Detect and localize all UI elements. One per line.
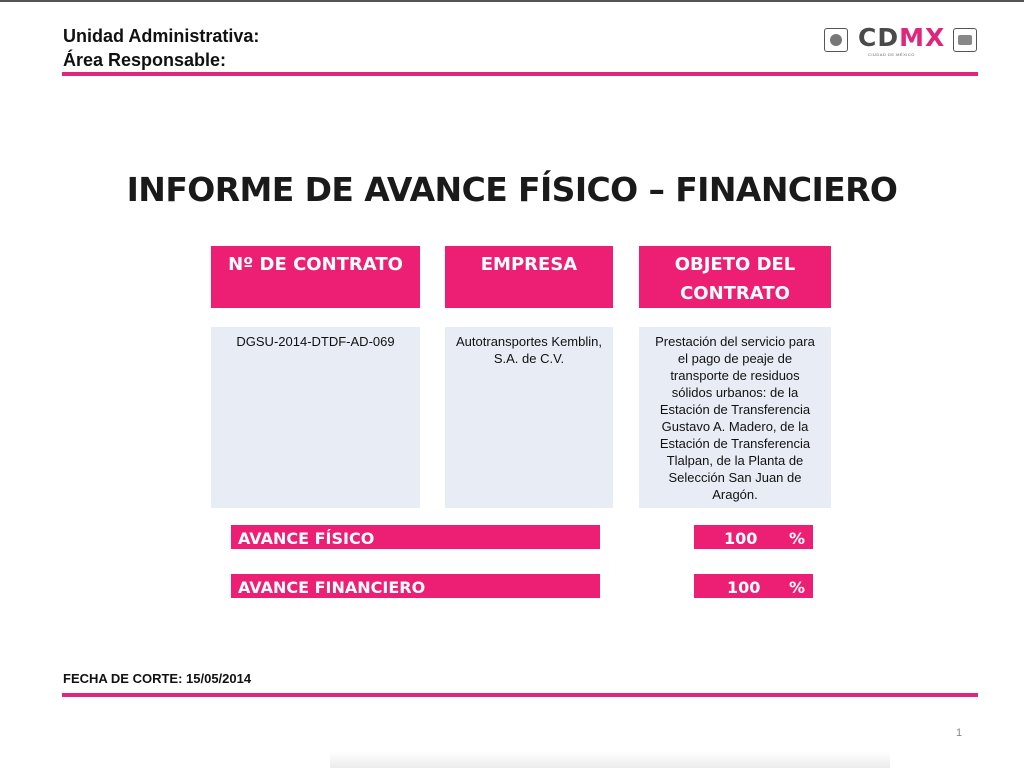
cell-contrato: DGSU-2014-DTDF-AD-069 (211, 327, 420, 508)
page-number: 1 (956, 727, 963, 739)
cell-empresa: Autotransportes Kemblin, S.A. de C.V. (445, 327, 613, 508)
top-border (0, 0, 1024, 2)
avance-financiero-number: 100 (727, 578, 761, 597)
footer-divider (62, 693, 978, 697)
avance-fisico-value (694, 525, 813, 549)
avance-financiero-label: AVANCE FINANCIERO (231, 574, 600, 598)
area-responsable-label: Área Responsable: (63, 50, 227, 70)
avance-fisico-number: 100 (724, 529, 758, 548)
avance-fisico-label: AVANCE FÍSICO (231, 525, 600, 549)
city-seal-icon (824, 28, 848, 52)
brand-suffix: MX (899, 23, 946, 52)
page-title: INFORME DE AVANCE FÍSICO – FINANCIERO (126, 170, 898, 209)
cdmx-logo (824, 23, 979, 57)
column-header-empresa: EMPRESA (445, 246, 613, 308)
government-seal-icon (953, 28, 977, 52)
brand-subtitle: CIUDAD DE MÉXICO (868, 52, 915, 57)
header-divider (62, 72, 978, 76)
column-header-objeto: OBJETO DEL CONTRATO (639, 246, 831, 308)
brand-prefix: CD (858, 23, 900, 52)
bottom-shadow (330, 752, 890, 768)
avance-financiero-value (694, 574, 813, 598)
brand-wordmark (858, 23, 945, 52)
avance-fisico-unit: % (789, 529, 806, 548)
fecha-de-corte: FECHA DE CORTE: 15/05/2014 (63, 671, 252, 686)
column-header-contrato: Nº DE CONTRATO (211, 246, 420, 308)
cell-objeto: Prestación del servicio para el pago de peaje de transporte de residuos sólidos urbanos: de la Estación de Transferencia Gustavo A. Madero, de la Estación de Transferencia Tlalpan, de la Planta de Selección San Juan de Aragón. (639, 327, 831, 508)
avance-financiero-unit: % (789, 578, 806, 597)
unidad-administrativa-label: Unidad Administrativa: (63, 26, 260, 46)
